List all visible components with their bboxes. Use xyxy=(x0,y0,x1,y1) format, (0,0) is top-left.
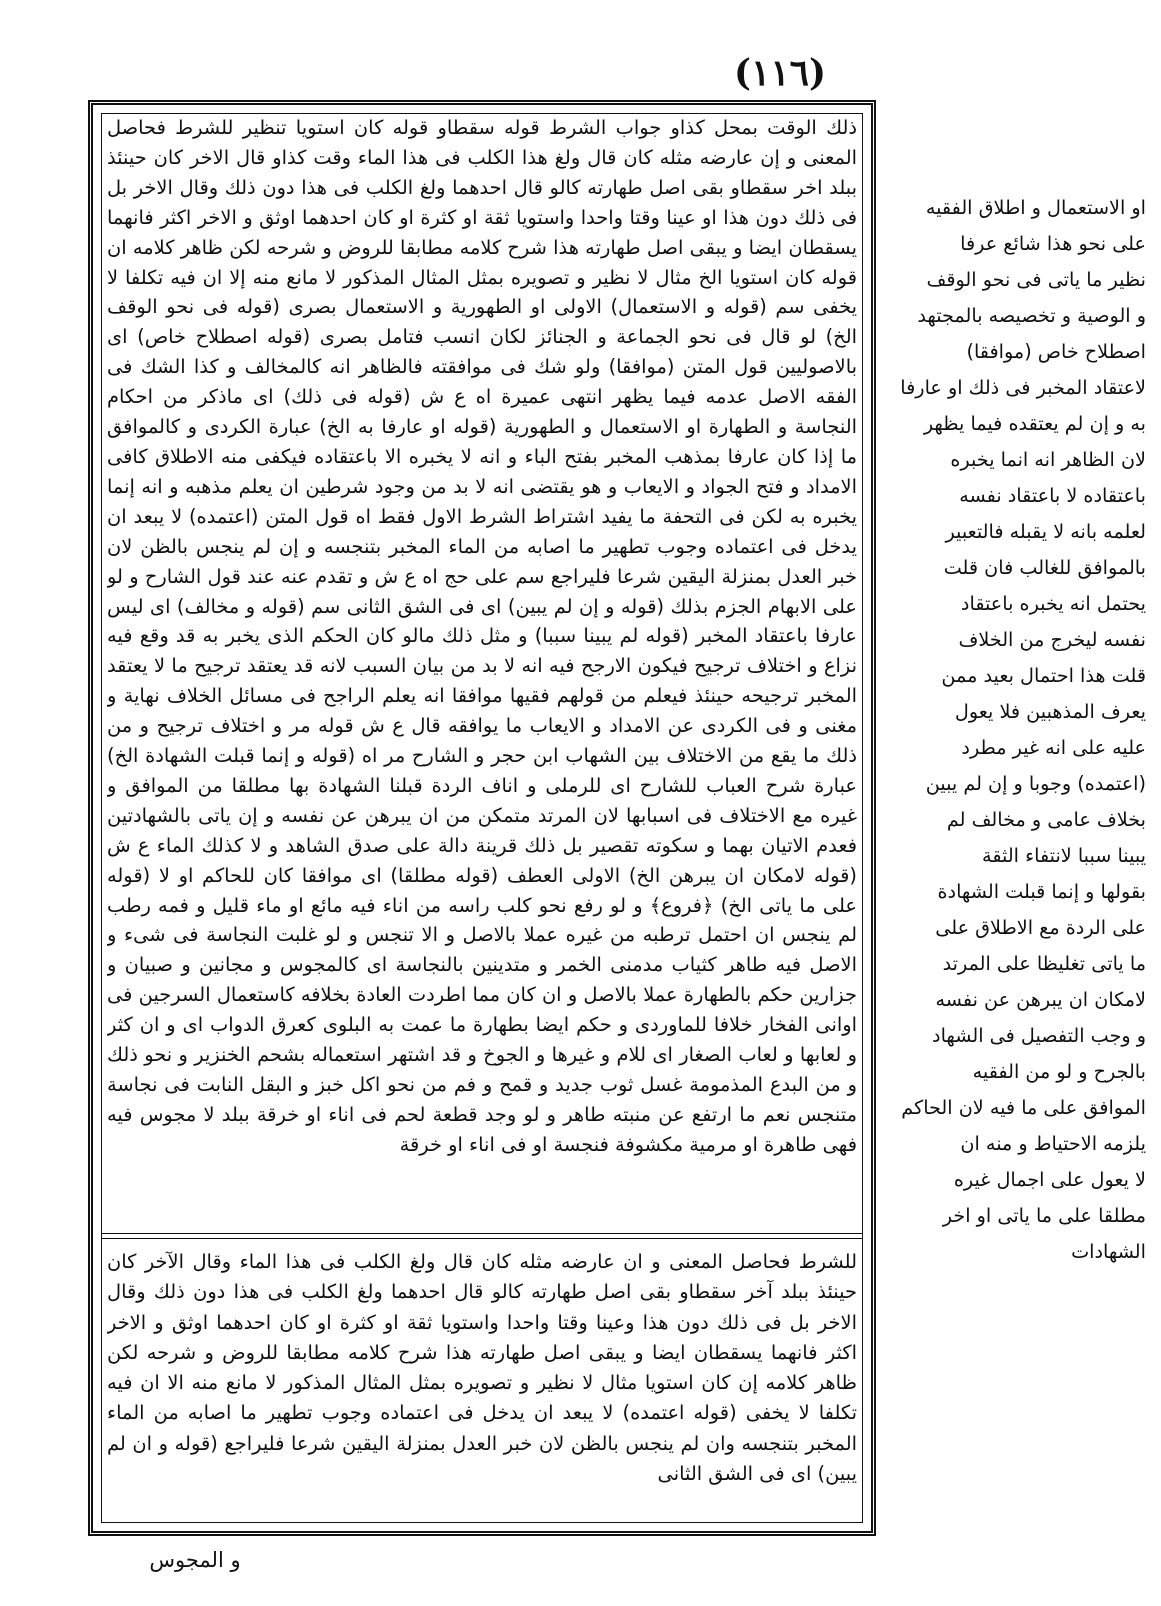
margin-text-line: الموافق على ما فيه لان الحاكم xyxy=(901,1096,1146,1119)
margin-text-line: نظير ما ياتى فى نحو الوقف xyxy=(926,268,1146,291)
margin-text-line: او الاستعمال و اطلاق الفقيه xyxy=(925,196,1146,219)
margin-text-line: و وجب التفصيل فى الشهاد xyxy=(932,1024,1146,1047)
commentary-main-text: ذلك الوقت بمحل كذاو جواب الشرط قوله سقطاو قوله كان استويا تنظير للشرط فحاصل المعنى و إن عارضه مثله كان قال ولغ هذا الكلب فى هذا الماء وقت كذاو قال الاخر كان حينئذ ببلد اخر سقطاو بقى اصل طهارته كالو قال احدهما ولغ الكلب فى هذا دون ذلك وقال الاخر بل فى ذلك دون هذا او عينا وقتا واحدا واستويا ثقة او كثرة او كان احدهما اوثق و الاخر اكثر فانهما يسقطان ايضا و يبقى اصل طهارته هذا شرح كلامه مطابقا للروض و شرحه لكن ظاهر كلامه ان قوله كان استويا الخ مثال لا نظير و تصويره بمثل المثال المذكور لا مانع منه إلا ان فيه تكلفا لا يخفى سم (قوله و الاستعمال) الاولى او الطهورية و الاستعمال بصرى (قوله فى نحو الوقف الخ) لو قال فى نحو الجماعة و الجنائز لكان انسب فتامل بصرى (قوله اصطلاح خاص) اى بالاصوليين قول المتن (موافقا) ولو شك فى موافقته فالظاهر انه كالمخالف و كذا الشك فى الفقه الاصل عدمه فيما يظهر انتهى عميرة اه ع ش (قوله فى ذلك) اى ماذكر من احكام النجاسة و الطهارة او الاستعمال و الطهورية (قوله او عارفا به الخ) عبارة الكردى و كالموافق ما إذا كان عارفا بمذهب المخبر بفتح الباء و انه لا يخبره الا باعتقاده فيكفى منه الاطلاق كافى الامداد و فتح الجواد و الايعاب و هو يقتضى انه لا بد من وجود شرطين ان يعلم مذهبه و انه إنما يخبره به لكن فى التحفة ما يفيد اشتراط الشرط الاول فقط اه قول المتن (اعتمده) لا يبعد ان يدخل فى اعتماده وجوب تطهير ما اصابه من الماء المخبر بتنجسه و إن لم ينجس بالظن لان خبر العدل بمنزلة اليقين شرعا فليراجع سم على حج اه ع ش و تقدم عنه عند قول الشارح و لو على الابهام الجزم بذلك (قوله و إن لم يبين) اى فى الشق الثانى سم (قوله و مخالف) اى ليس عارفا باعتقاد المخبر (قوله لم يبينا سببا) و مثل ذلك مالو كان الحكم الذى يخبر به قد وقع فيه نزاع و اختلاف ترجيح فيكون الارجح فيه انه لا بد من بيان السبب لانه قد يعتقد ترجيح ما لا يعتقد المخبر ترجيحه حينئذ فيعلم من قولهم فقيها موافقا انه يعلم الراجح فى مسائل الخلاف نهاية و مغنى و فى الكردى عن الامداد و الايعاب ما يوافقه قال ع ش قوله مر و اختلاف ترجيح و من ذلك ما يقع من الاختلاف بين الشهاب ابن حجر و الشارح مر اه (قوله و إنما قبلت الشهادة الخ) عبارة شرح العباب للشارح اى للرملى و اناف الردة قبلنا الشهادة بها مطلقا من الموافق و غيره مع الاختلاف فى اسبابها لان المرتد متمكن من ان يبرهن عن نفسه و إن ياتى بالشهادتين فعدم الاتيان بهما و سكوته تقصير بل ذلك قرينة دالة على صدق الشاهد و لا كذلك الماء ع ش (قوله لامكان ان يبرهن الخ) الاولى العطف (قوله مطلقا) اى موافقا كان للحاكم او لا (قوله على ما ياتى الخ) ﴿فروع﴾ و لو رفع نحو كلب راسه من اناء فيه مائع او ماء قليل و فمه رطب لم ينجس ان احتمل ترطبه من غيره عملا بالاصل و الا تنجس و لو غلبت النجاسة فى شىء و الاصل فيه طاهر كثياب مدمنى الخمر و متدينين بالنجاسة اى كالمجوس و مجانين و صبيان و جزارين حكم بالطهارة عملا بالاصل و ان كان مما اطردت العادة بخلافه كاستعمال السرجين فى اوانى الفخار خلافا للماوردى و حكم ايضا بطهارة ما عمت به البلوى كعرق الدواب اى و ان كثر و لعابها و لعاب الصغار اى للام و غيرها و الجوخ و قد اشتهر استعماله بشحم الخنزير و نحو ذلك و من البدع المذمومة غسل ثوب جديد و قمح و فم من نحو اكل خبز و البقل النابت فى نجاسة متنجس نعم ما ارتفع عن منبته طاهر و لو وجد قطعة لحم فى اناء او خرقة ببلد لا مجوس فيه فهى طاهرة او مرمية مكشوفة فنجسة او فى اناء او خرقة xyxy=(107,116,857,1156)
margin-text-line: و الوصية و تخصيصه بالمجتهد xyxy=(917,304,1146,327)
margin-text-line: بخلاف عامى و مخالف لم xyxy=(946,808,1146,831)
margin-text-line: لامكان ان يبرهن عن نفسه xyxy=(935,988,1146,1011)
margin-text-column xyxy=(884,190,1146,1500)
margin-text-line: عليه على انه غير مطرد xyxy=(961,736,1146,759)
margin-text-line: يبينا سببا لانتفاء الثقة xyxy=(982,844,1146,867)
margin-text-line: بالجرح و لو من الفقيه xyxy=(972,1060,1146,1083)
margin-text-line: نفسه ليخرج من الخلاف xyxy=(958,628,1146,651)
section-divider xyxy=(101,1233,863,1239)
margin-text-line: على الردة مع الاطلاق على xyxy=(935,916,1146,939)
margin-text-line: يلزمه الاحتياط و منه ان xyxy=(960,1132,1146,1155)
margin-text-line: (اعتمده) وجوبا و إن لم يبين xyxy=(925,772,1146,795)
margin-text-line: لعلمه بانه لا يقبله فالتعبير xyxy=(945,520,1146,543)
margin-text-line: بالموافق للغالب فان قلت xyxy=(943,556,1146,579)
margin-text-line: مطلقا على ما ياتى او اخر xyxy=(942,1204,1146,1227)
margin-text-line: قلت هذا احتمال بعيد ممن xyxy=(941,664,1146,687)
margin-text-line: يعرف المذهبين فلا يعول xyxy=(954,700,1146,723)
margin-text-line: على نحو هذا شائع عرفا xyxy=(960,232,1146,255)
margin-text-line: باعتقاده لا باعتقاد نفسه xyxy=(959,484,1146,507)
commentary-secondary-text: للشرط فحاصل المعنى و ان عارضه مثله كان قال ولغ الكلب فى هذا الماء وقال الآخر كان حينئذ ببلد آخر سقطاو بقى اصل طهارته كالو قال احدهما ولغ الكلب فى هذا دون ذلك وقال الاخر بل فى ذلك دون هذا وعينا وقتا واحدا واستويا ثقة او كثرة او كان احدهما اوثق و الاخر اكثر فانهما يسقطان ايضا و يبقى اصل طهارته هذا شرح كلامه مطابقا للروض و شرحه لكن ظاهر كلامه إن كان استويا مثال لا نظير و تصويره بمثل المثال المذكور لا مانع منه الا ان فيه تكلفا لا يخفى (قوله اعتمده) لا يبعد ان يدخل فى اعتماده وجوب تطهير ما اصابه من الماء المخبر بتنجسه وان لم ينجس بالظن لان خبر العدل بمنزلة اليقين شرعا فليراجع (قوله و ان لم يبين) اى فى الشق الثانى xyxy=(107,1250,857,1486)
margin-text-line: ما ياتى تغليظا على المرتد xyxy=(942,952,1146,975)
margin-text-line: لاعتقاد المخبر فى ذلك او عارفا xyxy=(900,376,1146,399)
margin-text-line: لان الظاهر انه انما يخبره xyxy=(950,448,1146,471)
catchword: و المجوس xyxy=(149,1548,241,1572)
margin-text-line: اصطلاح خاص (موافقا) xyxy=(966,340,1146,363)
margin-text-line: بقولها و إنما قبلت الشهادة xyxy=(937,880,1146,903)
text-frame xyxy=(88,100,876,1536)
margin-text-line: به و إن لم يعتقده فيما يظهر xyxy=(923,412,1146,435)
margin-text-line: لا يعول على اجمال غيره xyxy=(953,1168,1146,1191)
margin-text-line: الشهادات xyxy=(1071,1240,1146,1263)
page-number: (١١٦) xyxy=(733,52,827,94)
margin-text-line: يحتمل انه يخبره باعتقاد xyxy=(960,592,1146,615)
